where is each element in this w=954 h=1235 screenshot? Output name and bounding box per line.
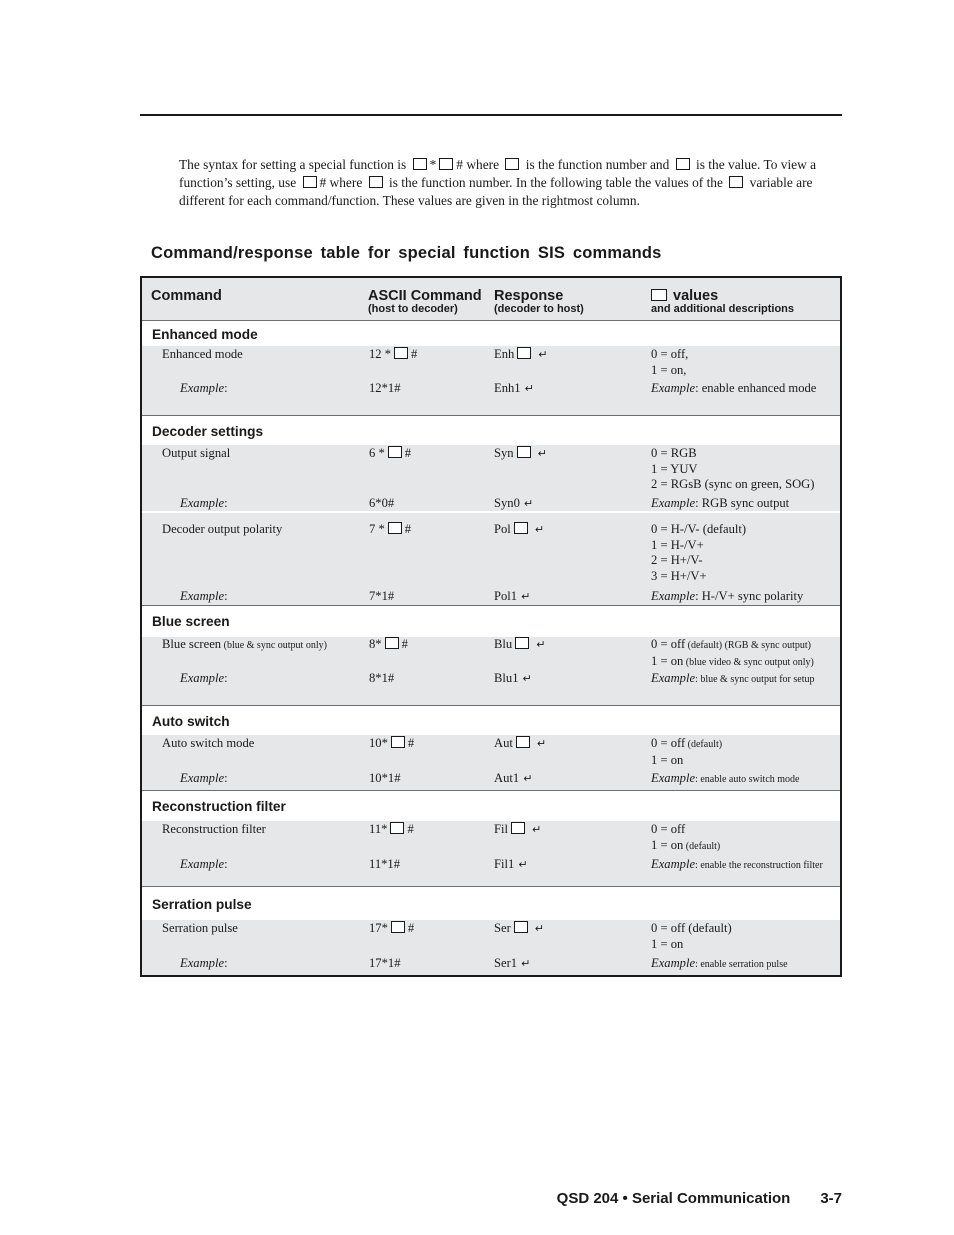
section-title: Serration pulse — [142, 887, 840, 920]
ascii-text: 11* — [369, 822, 388, 836]
variable-box-icon — [514, 522, 528, 534]
example-text: Example — [180, 496, 225, 510]
value-line: 1 = YUV — [651, 461, 698, 476]
example-response — [494, 771, 532, 787]
table-row — [142, 735, 840, 790]
return-arrow-icon: ↵ — [524, 382, 534, 395]
example-ascii: 6*0# — [369, 496, 395, 510]
intro-text: is the value. To view a function’s setting, use — [179, 157, 817, 190]
example-response-text: Aut1 — [494, 771, 520, 785]
variable-box-icon — [651, 289, 667, 301]
variable-box-icon — [388, 522, 402, 534]
example-desc-text: : enable the reconstruction filter — [695, 860, 823, 871]
example-description — [651, 381, 839, 397]
example-prefix: Example — [651, 857, 696, 871]
value-line: 2 = RGsB (sync on green, SOG) — [651, 477, 815, 491]
example-text: Example — [180, 589, 225, 603]
value-note: (default) (RGB & sync output) — [685, 640, 811, 651]
example-text: Example — [180, 671, 225, 685]
example-description — [651, 496, 839, 512]
return-arrow-icon: ↵ — [521, 590, 531, 603]
section-title: Reconstruction filter — [142, 791, 840, 821]
variable-box-icon — [729, 176, 743, 188]
example-description — [651, 956, 839, 973]
variable-box-icon — [385, 637, 399, 649]
example-text: Example — [180, 771, 225, 785]
header-values — [651, 288, 794, 315]
example-response-text: Fil1 — [494, 857, 515, 871]
header-values-sublabel: and additional descriptions — [651, 303, 795, 315]
section-auto-switch — [142, 706, 840, 791]
response-text: Enh — [494, 347, 515, 361]
ascii-command — [369, 347, 417, 363]
values — [651, 347, 839, 378]
example-response-text: Ser1 — [494, 956, 518, 970]
table-row — [142, 445, 840, 513]
response-text: Syn — [494, 446, 514, 460]
example-description — [651, 589, 839, 605]
value-line: 1 = on — [651, 936, 684, 951]
command-name: Enhanced mode — [162, 347, 243, 361]
ascii-command — [369, 522, 411, 538]
variable-box-icon — [388, 446, 402, 458]
example-ascii: 10*1# — [369, 771, 401, 785]
section-serration-pulse — [142, 887, 840, 975]
table-row — [142, 637, 840, 705]
ascii-text: 10* — [369, 736, 388, 750]
command-text: Blue screen — [162, 637, 222, 651]
value-line: 1 = on — [651, 752, 684, 767]
table-row — [142, 513, 840, 605]
table-row — [142, 346, 840, 415]
intro-text: The syntax for setting a special function is — [179, 157, 407, 172]
value-text: 0 = off — [651, 736, 686, 750]
example-colon: : — [224, 771, 228, 785]
table-row — [142, 920, 840, 975]
intro-text: is the function number and — [525, 157, 670, 172]
response — [494, 446, 547, 462]
response-text: Ser — [494, 921, 511, 935]
table-row — [142, 821, 840, 886]
header-values-text: values — [673, 288, 719, 304]
command-name: Reconstruction filter — [162, 822, 266, 836]
response — [494, 822, 541, 838]
header-command — [151, 288, 222, 304]
section-enhanced-mode — [142, 321, 840, 416]
command-table — [140, 276, 842, 977]
example-ascii: 12*1# — [369, 381, 401, 395]
ascii-text: 8* — [369, 637, 382, 651]
value-line: 0 = RGB — [651, 446, 697, 460]
ascii-text: # — [407, 736, 415, 750]
value-text: 1 = on — [651, 837, 684, 852]
ascii-text: 6 * — [369, 446, 385, 460]
example-prefix: Example — [651, 496, 696, 510]
intro-text: # where — [456, 157, 500, 172]
example-label — [180, 956, 228, 972]
top-rule — [140, 114, 842, 116]
example-colon: : — [224, 589, 228, 603]
value-line: 3 = H+/V+ — [651, 568, 707, 583]
variable-box-icon — [515, 637, 529, 649]
variable-box-icon — [505, 158, 519, 170]
value-text: 1 = on — [651, 653, 684, 668]
values — [651, 736, 839, 768]
variable-box-icon — [413, 158, 427, 170]
value-line: 0 = H-/V- (default) — [651, 522, 747, 536]
return-arrow-icon: ↵ — [532, 823, 542, 836]
header-command-label: Command — [151, 288, 222, 304]
example-response-text: Blu1 — [494, 671, 519, 685]
ascii-command — [369, 446, 411, 462]
command-name: Decoder output polarity — [162, 522, 283, 536]
ascii-text: # — [404, 522, 412, 536]
response-text: Pol — [494, 522, 511, 536]
section-heading: Command/response table for special function SIS commands — [151, 244, 662, 262]
example-prefix: Example — [651, 381, 696, 395]
values — [651, 637, 841, 670]
response-text: Blu — [494, 637, 513, 651]
variable-box-icon — [390, 822, 404, 834]
intro-text: # where — [319, 175, 363, 190]
page-number: 3-7 — [820, 1190, 842, 1207]
return-arrow-icon: ↵ — [537, 447, 547, 460]
example-response — [494, 671, 532, 687]
value-note: (blue video & sync output only) — [683, 656, 814, 668]
response — [494, 736, 546, 752]
ascii-text: # — [407, 921, 415, 935]
return-arrow-icon: ↵ — [522, 672, 532, 685]
example-prefix: Example — [651, 956, 696, 970]
return-arrow-icon: ↵ — [523, 772, 533, 785]
return-arrow-icon: ↵ — [534, 922, 545, 935]
response — [494, 921, 544, 937]
section-title: Blue screen — [142, 606, 840, 637]
example-response — [494, 956, 530, 972]
example-prefix: Example — [651, 771, 696, 785]
example-description — [651, 671, 821, 688]
variable-box-icon — [394, 347, 408, 359]
variable-box-icon — [391, 736, 405, 748]
example-description — [651, 771, 839, 788]
example-response — [494, 857, 528, 873]
variable-box-icon — [303, 176, 317, 188]
ascii-text: # — [404, 446, 412, 460]
value-line: 2 = H+/V- — [651, 553, 703, 567]
intro-text: * — [429, 157, 437, 172]
ascii-text: # — [401, 637, 408, 651]
example-desc-text: : enable auto switch mode — [695, 774, 800, 785]
value-note: (default) — [683, 840, 721, 852]
return-arrow-icon: ↵ — [536, 737, 547, 750]
example-response — [494, 381, 534, 397]
value-line — [651, 637, 841, 654]
response-text: Aut — [494, 736, 513, 750]
variable-box-icon — [676, 158, 690, 170]
value-line — [651, 838, 839, 855]
header-response-label: Response — [494, 288, 564, 304]
section-title: Decoder settings — [142, 416, 840, 445]
table-header — [142, 278, 840, 321]
values — [651, 522, 839, 584]
example-label — [180, 381, 228, 397]
example-response — [494, 496, 533, 512]
variable-box-icon — [514, 921, 528, 933]
header-response — [494, 288, 584, 315]
example-text: Example — [180, 956, 225, 970]
command-name — [162, 637, 327, 654]
example-desc-text: : RGB sync output — [695, 496, 790, 510]
value-note: (default) — [685, 739, 723, 750]
section-decoder-settings — [142, 416, 840, 606]
ascii-command — [369, 921, 414, 937]
value-line — [651, 736, 839, 753]
header-ascii — [368, 288, 482, 315]
ascii-text: 17* — [369, 921, 388, 935]
return-arrow-icon: ↵ — [536, 638, 546, 651]
example-response — [494, 589, 530, 605]
example-label — [180, 589, 228, 605]
example-colon: : — [224, 857, 228, 871]
command-name: Serration pulse — [162, 921, 238, 935]
example-response-text: Syn0 — [494, 496, 520, 510]
example-desc-text: : enable enhanced mode — [695, 381, 817, 395]
return-arrow-icon: ↵ — [521, 957, 531, 970]
return-arrow-icon: ↵ — [534, 523, 545, 536]
section-reconstruction-filter — [142, 791, 840, 887]
variable-box-icon — [516, 736, 530, 748]
example-prefix: Example — [651, 671, 696, 685]
example-label — [180, 771, 228, 787]
example-label — [180, 496, 228, 512]
ascii-command — [369, 736, 414, 752]
footer-title: QSD 204 • Serial Communication — [556, 1190, 791, 1207]
example-ascii: 7*1# — [369, 589, 395, 603]
example-colon: : — [224, 671, 228, 685]
return-arrow-icon: ↵ — [523, 497, 534, 510]
example-text: Example — [180, 857, 225, 871]
example-label — [180, 857, 228, 873]
section-blue-screen — [142, 606, 840, 706]
section-title: Enhanced mode — [142, 321, 840, 346]
variable-box-icon — [439, 158, 453, 170]
header-values-label — [651, 288, 794, 304]
example-description — [651, 857, 831, 874]
response — [494, 522, 544, 538]
example-desc-text: : H-/V+ sync polarity — [695, 589, 804, 603]
variable-box-icon — [369, 176, 383, 188]
example-prefix: Example — [651, 589, 696, 603]
section-title: Auto switch — [142, 706, 840, 735]
value-line: 1 = on, — [651, 362, 687, 377]
example-colon: : — [224, 496, 228, 510]
variable-box-icon — [517, 446, 531, 458]
value-text: 0 = off — [651, 637, 686, 651]
return-arrow-icon: ↵ — [518, 858, 528, 871]
example-response-text: Pol1 — [494, 589, 518, 603]
response — [494, 637, 545, 653]
example-colon: : — [224, 956, 228, 970]
value-line — [651, 654, 841, 671]
ascii-text: 12 * — [369, 347, 392, 361]
variable-box-icon — [517, 347, 531, 359]
response-text: Fil — [494, 822, 509, 836]
values — [651, 822, 839, 854]
example-ascii: 11*1# — [369, 857, 401, 871]
response — [494, 347, 548, 363]
ascii-command — [369, 637, 408, 653]
value-line: 0 = off — [651, 822, 686, 836]
example-ascii: 17*1# — [369, 956, 401, 970]
example-desc-text: : blue & sync output for setup — [695, 674, 815, 685]
values — [651, 921, 839, 952]
page-footer — [557, 1190, 842, 1207]
value-line: 0 = off (default) — [651, 921, 732, 935]
variable-box-icon — [391, 921, 405, 933]
variable-box-icon — [511, 822, 525, 834]
command-name: Output signal — [162, 446, 231, 460]
ascii-text: # — [407, 822, 414, 836]
intro-text: variable are different for each command/function. These values are given in the rightmost column. — [179, 175, 813, 208]
header-ascii-sublabel: (host to decoder) — [368, 303, 458, 315]
example-text: Example — [180, 381, 225, 395]
command-name: Auto switch mode — [162, 736, 255, 750]
header-response-sublabel: (decoder to host) — [494, 303, 584, 315]
command-note: (blue & sync output only) — [221, 640, 327, 651]
ascii-command — [369, 822, 414, 838]
header-ascii-label: ASCII Command — [368, 288, 482, 304]
intro-paragraph — [179, 156, 843, 210]
return-arrow-icon: ↵ — [538, 348, 548, 361]
ascii-text: 7 * — [369, 522, 385, 536]
example-desc-text: : enable serration pulse — [695, 959, 788, 970]
intro-text: is the function number. In the following table the values of the — [389, 175, 723, 190]
values — [651, 446, 839, 493]
value-line: 0 = off, — [651, 347, 689, 361]
example-ascii: 8*1# — [369, 671, 395, 685]
ascii-text: # — [411, 347, 418, 361]
example-label — [180, 671, 228, 687]
value-line: 1 = H-/V+ — [651, 537, 704, 552]
example-response-text: Enh1 — [494, 381, 521, 395]
example-colon: : — [224, 381, 228, 395]
